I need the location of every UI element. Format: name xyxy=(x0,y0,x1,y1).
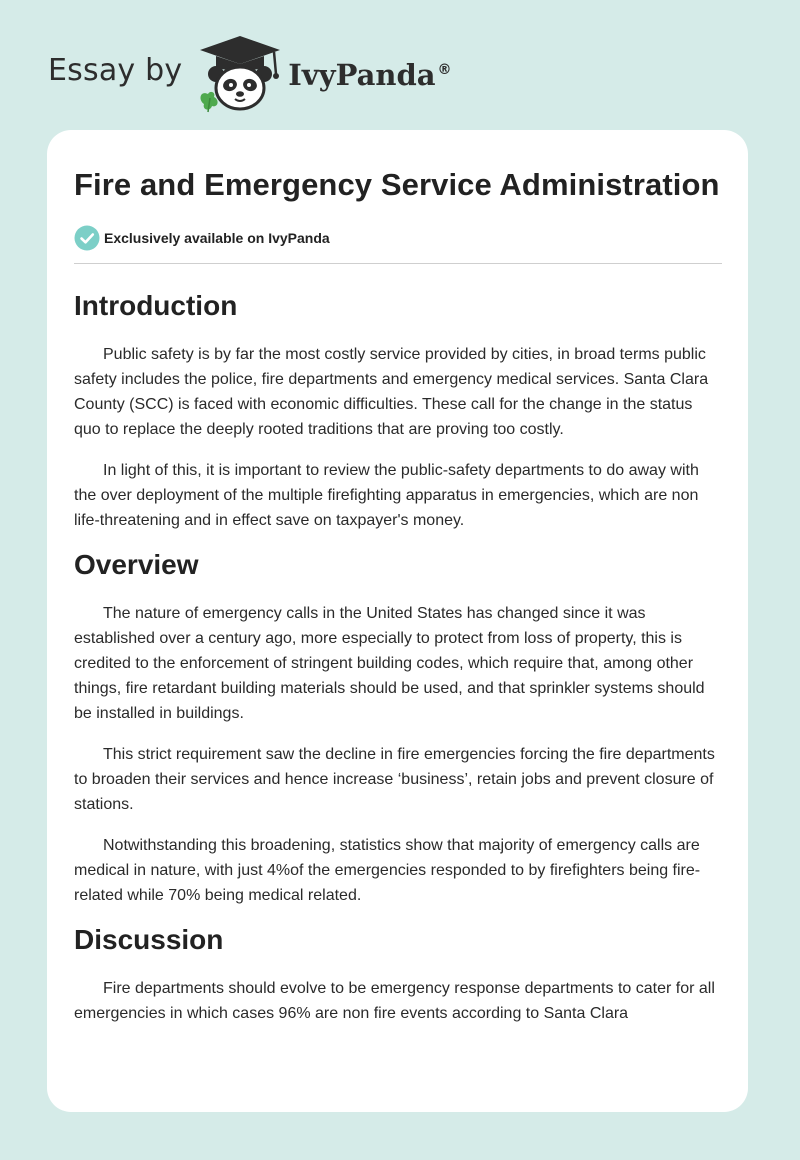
paragraph: This strict requirement saw the decline in fire emergencies forcing the fire departments to broaden their services and hence increase ‘business’, retain jobs and prevent closure of stations. xyxy=(74,746,715,813)
section-heading: Overview xyxy=(74,549,199,580)
exclusive-badge-text: Exclusively available on IvyPanda xyxy=(104,230,330,246)
title-divider xyxy=(74,263,722,264)
brand-name-text: IvyPanda xyxy=(288,58,436,92)
section-heading: Discussion xyxy=(74,924,224,955)
section-heading: Introduction xyxy=(74,290,238,321)
paragraph: Notwithstanding this broadening, statistics show that majority of emergency calls are medical in nature, with just 4%of the emergencies responded to by firefighters being fire-related while 70% being medical related. xyxy=(74,837,701,904)
paragraph: Fire departments should evolve to be emergency response departments to cater for all emergencies in which cases 96% are non fire events according to Santa Clara xyxy=(74,980,715,1022)
paragraph: Public safety is by far the most costly service provided by cities, in broad terms public safety includes the police, fire departments and emergency medical services. Santa Clara County (SCC) is faced with economic difficulties. These call for the change in the status quo to replace the deeply rooted traditions that are proving too costly. xyxy=(74,346,709,438)
paragraph: In light of this, it is important to review the public-safety departments to do away with the over deployment of the multiple firefighting apparatus in emergencies, which are non life-threatening and in effect save on taxpayer's money. xyxy=(74,462,699,529)
essay-card xyxy=(47,130,748,1112)
panda-graduation-cap-icon[interactable] xyxy=(194,34,286,114)
checkmark-icon xyxy=(74,225,100,251)
brand-name xyxy=(288,58,451,92)
exclusive-badge xyxy=(74,224,722,252)
paragraph: The nature of emergency calls in the United States has changed since it was established over a century ago, more especially to protect from loss of property, this is credited to the enforcement of stringent building codes, which require that, among other things, fire retardant building materials should be used, and that sprinkler systems should be installed in buildings. xyxy=(74,605,705,722)
section-overview xyxy=(74,549,722,908)
section-introduction xyxy=(74,290,722,533)
brand-prefix: Essay by xyxy=(48,52,183,88)
section-discussion xyxy=(74,924,722,1026)
registered-mark: ® xyxy=(437,62,452,79)
brand-header xyxy=(48,34,452,114)
essay-title: Fire and Emergency Service Administration xyxy=(74,167,720,202)
